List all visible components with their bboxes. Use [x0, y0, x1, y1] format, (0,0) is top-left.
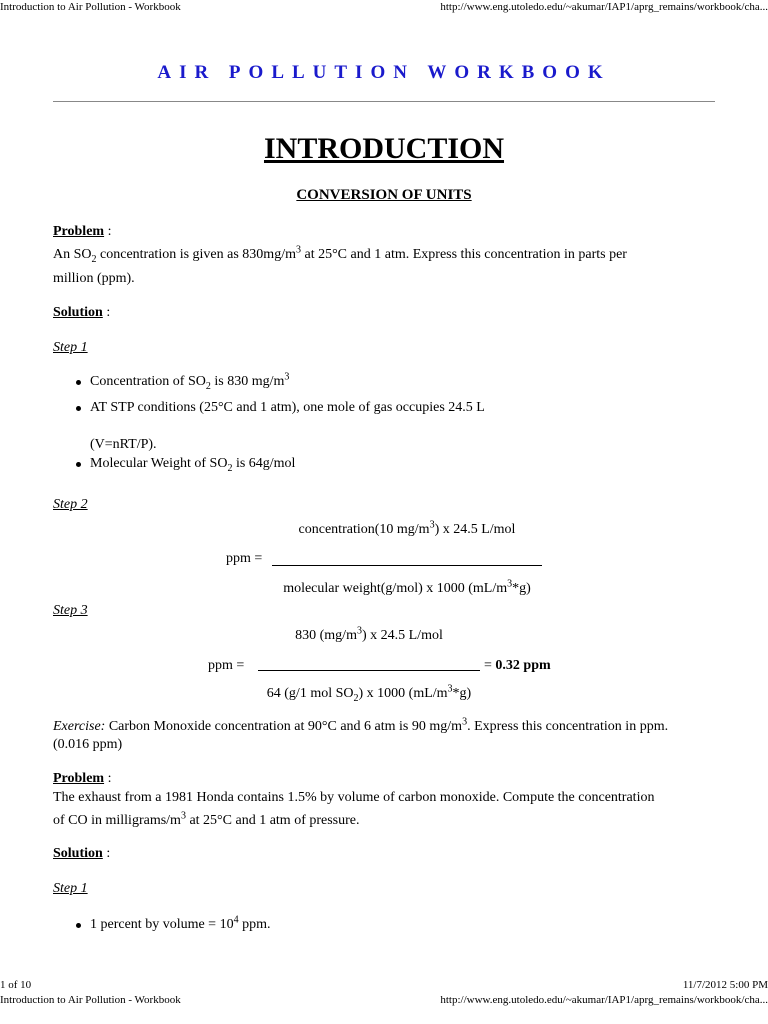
- problem-1-text-line1: An $SO_2$ concentration is given as $830mg/m^3$ at 25°C and 1 atm. Express this concentration in parts per: [53, 244, 627, 265]
- solution-heading-1: Solution :: [53, 305, 111, 320]
- print-header-url: http://www.eng.utoledo.edu/~akumar/IAP1/aprg_remains/workbook/cha...: [440, 1, 768, 13]
- list-item-continuation: (V=nRT/P).: [90, 437, 157, 452]
- formula-numerator: concentration(10 $mg/m^3$) x 24.5 L/mol: [298, 519, 516, 537]
- problem-2-text-line1: The exhaust from a 1981 Honda contains 1.5% by volume of carbon monoxide. Compute the concentration: [53, 790, 655, 805]
- header-divider: [53, 101, 715, 102]
- fraction-bar: [258, 670, 480, 671]
- section-subtitle: CONVERSION OF UNITS: [296, 187, 472, 203]
- formula-ppm-label: ppm =: [208, 658, 245, 673]
- page-title: INTRODUCTION: [263, 132, 505, 165]
- step-3-heading: Step 3: [53, 603, 88, 618]
- fraction-bar: [272, 565, 542, 566]
- solution-heading-2: Solution :: [53, 846, 111, 861]
- formula-result: = 0.32 ppm: [484, 658, 551, 673]
- problem-2-text-line2: of CO in milligrams/$m^3$ at 25°C and 1 atm of pressure.: [53, 810, 360, 828]
- exercise-answer: (0.016 ppm): [53, 737, 123, 752]
- print-header-title: Introduction to Air Pollution - Workbook: [0, 1, 181, 13]
- formula-numerator: 830 $(mg/m^3)$ x 24.5 L/mol: [295, 625, 443, 643]
- problem-heading-1: Problem :: [53, 224, 112, 239]
- list-item: AT STP conditions (25°C and 1 atm), one mole of gas occupies 24.5 L: [90, 400, 485, 415]
- list-item: Concentration of $SO_2$ is 830 $mg/m^3$: [90, 371, 290, 392]
- step-2-heading: Step 2: [53, 497, 88, 512]
- list-item: Molecular Weight of $SO_2$ is 64g/mol: [90, 456, 296, 474]
- print-footer-title: Introduction to Air Pollution - Workbook: [0, 994, 181, 1006]
- problem-heading-2: Problem :: [53, 771, 112, 786]
- print-footer-url: http://www.eng.utoledo.edu/~akumar/IAP1/aprg_remains/workbook/cha...: [440, 994, 768, 1006]
- problem-1-text-line2: million (ppm).: [53, 271, 135, 286]
- step-1-heading-2: Step 1: [53, 881, 88, 896]
- exercise-text: Exercise: Carbon Monoxide concentration at 90°C and 6 atm is 90 $mg/m^3$. Express this concentration in ppm.: [53, 716, 669, 734]
- print-timestamp: 11/7/2012 5:00 PM: [682, 979, 768, 991]
- list-item: 1 percent by volume = $10^4$ ppm.: [90, 914, 271, 932]
- formula-denominator: 64 (g/1 mol $SO_2$) x 1000 $(mL/m^3*g)$: [266, 683, 472, 704]
- page-indicator: 1 of 10: [0, 979, 32, 991]
- workbook-banner: AIR POLLUTION WORKBOOK: [157, 62, 611, 83]
- formula-ppm-label: ppm =: [226, 551, 263, 566]
- step-1-heading: Step 1: [53, 340, 88, 355]
- formula-denominator: molecular weight(g/mol) x 1000 $(mL/m^3*g)$: [283, 578, 531, 596]
